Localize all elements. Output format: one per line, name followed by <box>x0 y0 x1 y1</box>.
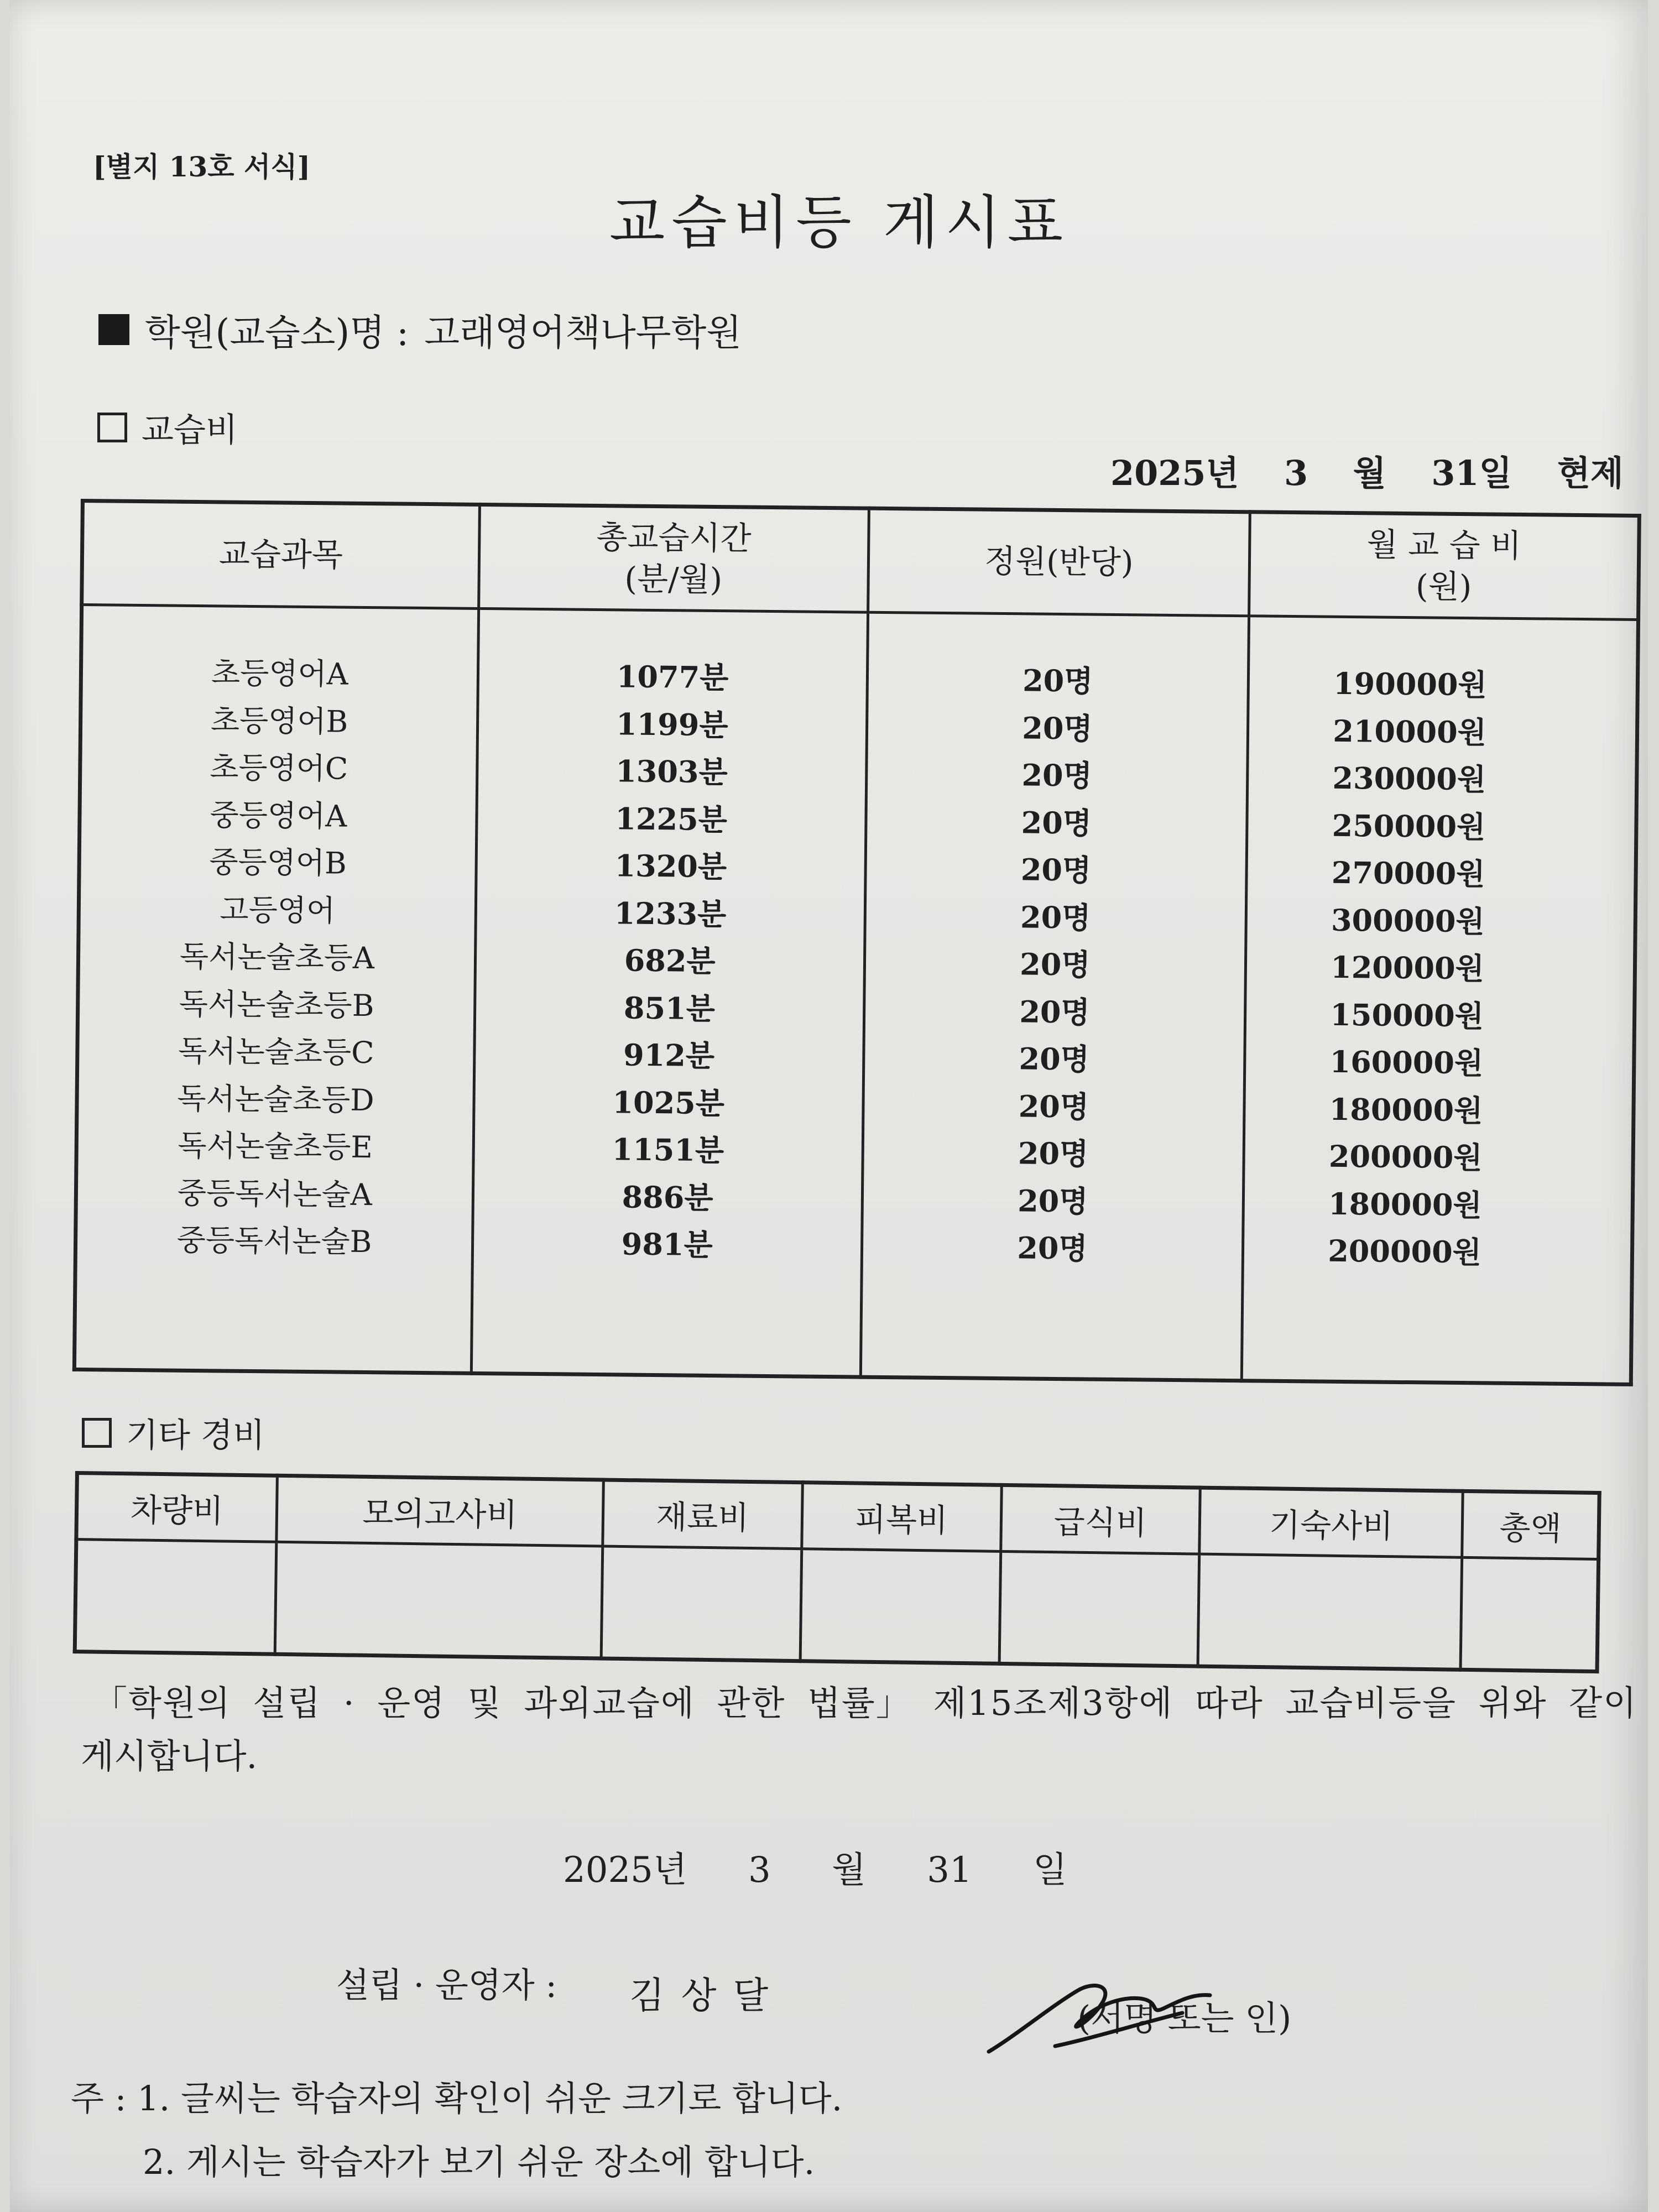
capacity-cell: 20명 <box>1019 946 1091 983</box>
founder-label: 설립 · 운영자 : <box>336 1965 557 2005</box>
header-monthly-fee-line2: (원) <box>1415 567 1472 606</box>
monthly-fee-cell: 200000원 <box>1327 1233 1482 1270</box>
legal-notice-line2: 게시합니다. <box>81 1736 258 1776</box>
header-monthly-fee <box>1249 512 1640 620</box>
monthly-fee-column <box>1242 616 1639 1385</box>
footnote-1: 주 : 1. 글씨는 학습자의 확인이 쉬운 크기로 합니다. <box>71 2078 843 2119</box>
signoff-date: 2025년 3 월 31 일 <box>563 1850 1067 1891</box>
other-fee-header: 급식비 <box>1000 1485 1200 1554</box>
header-total-time-line1: 총교습시간 <box>596 518 752 557</box>
signature-stroke <box>989 1986 1210 2052</box>
subject-cell: 독서논술초등D <box>177 1081 374 1118</box>
capacity-cell: 20명 <box>1017 1182 1088 1219</box>
total-time-cell: 1199분 <box>615 706 728 743</box>
capacity-cell: 20명 <box>1018 1135 1089 1172</box>
capacity-cell: 20명 <box>1018 1088 1089 1125</box>
total-time-cell: 912분 <box>623 1037 715 1074</box>
capacity-cell: 20명 <box>1019 993 1091 1030</box>
footnote-2: 2. 게시는 학습자가 보기 쉬운 장소에 합니다. <box>143 2142 815 2182</box>
header-total-time <box>478 504 869 612</box>
subject-cell: 독서논술초등C <box>178 1033 374 1071</box>
capacity-cell: 20명 <box>1020 899 1091 936</box>
total-time-cell: 1233분 <box>614 895 727 932</box>
form-number: [별지 13호 서식] <box>93 150 311 183</box>
header-subject: 교습과목 <box>82 501 480 609</box>
monthly-fee-cell: 160000원 <box>1329 1044 1484 1081</box>
total-time-cell: 1320분 <box>614 848 727 885</box>
as-of-date: 2025년 3 월 31일 현제 <box>1110 453 1624 493</box>
total-time-cell: 1025분 <box>612 1084 725 1121</box>
total-time-cell: 1077분 <box>616 659 729 696</box>
other-fee-header: 총액 <box>1462 1491 1599 1559</box>
header-monthly-fee-line1: 월 교 습 비 <box>1366 525 1522 565</box>
subject-cell: 중등영어B <box>209 844 347 881</box>
monthly-fee-cell: 200000원 <box>1328 1138 1483 1176</box>
other-fees-table <box>73 1471 1601 1673</box>
other-fee-value-cell <box>1198 1554 1462 1670</box>
other-fee-value-cell <box>275 1542 603 1658</box>
other-fees-value-row <box>75 1540 1598 1672</box>
total-time-cell: 981분 <box>621 1226 713 1263</box>
tuition-table-body <box>74 605 1638 1385</box>
academy-name: 고래영어책나무학원 <box>424 311 742 354</box>
total-time-cell: 1303분 <box>615 753 728 790</box>
empty-checkbox-icon <box>97 413 127 442</box>
tuition-table <box>72 499 1641 1386</box>
academy-name-line <box>98 303 742 356</box>
total-time-cell: 1151분 <box>612 1131 724 1168</box>
header-capacity: 정원(반당) <box>868 508 1250 616</box>
capacity-cell: 20명 <box>1022 662 1093 699</box>
other-fee-header: 기숙사비 <box>1199 1488 1463 1557</box>
other-fee-value-cell <box>601 1546 801 1661</box>
monthly-fee-cell: 120000원 <box>1330 949 1485 987</box>
capacity-cell: 20명 <box>1022 709 1093 747</box>
other-fees-section-label: 기타 경비 <box>126 1416 265 1455</box>
legal-notice-line1: 「학원의 설립 · 운영 및 과외교습에 관한 법률」 제15조제3항에 따라 교습비등을 위와 같이 <box>93 1683 1637 1723</box>
monthly-fee-cell: 250000원 <box>1332 807 1486 844</box>
subject-column <box>74 605 478 1374</box>
tuition-section-heading <box>97 404 238 451</box>
monthly-fee-cell: 230000원 <box>1332 760 1486 797</box>
capacity-column <box>860 612 1249 1381</box>
empty-checkbox-icon <box>82 1418 112 1448</box>
handwritten-signature <box>983 1969 1293 2063</box>
total-time-cell: 886분 <box>622 1178 713 1215</box>
monthly-fee-cell: 300000원 <box>1331 902 1485 939</box>
monthly-fee-cell: 150000원 <box>1330 997 1484 1034</box>
capacity-cell: 20명 <box>1017 1230 1088 1266</box>
capacity-cell: 20명 <box>1021 804 1092 841</box>
tuition-table-header <box>82 501 1640 620</box>
document-title: 교습비등 게시표 <box>609 189 1070 256</box>
academy-label: 학원(교습소)명 : <box>145 311 409 354</box>
subject-cell: 독서논술초등A <box>179 938 375 976</box>
header-total-time-line2: (분/월) <box>624 560 723 599</box>
capacity-cell: 20명 <box>1021 757 1093 794</box>
signature-note: (서명 또는 인) <box>1077 1998 1292 2038</box>
subject-cell: 초등영어B <box>210 702 348 739</box>
subject-cell: 초등영어A <box>211 655 349 692</box>
total-time-cell: 851분 <box>623 989 716 1026</box>
other-fee-header: 차량비 <box>76 1473 277 1542</box>
other-fee-header: 재료비 <box>603 1480 802 1549</box>
tuition-section-label: 교습비 <box>142 411 238 450</box>
capacity-cell: 20명 <box>1020 852 1092 888</box>
subject-cell: 중등독서논술A <box>177 1175 373 1212</box>
total-time-cell: 1225분 <box>615 800 728 837</box>
other-fee-header: 모의고사비 <box>276 1475 604 1546</box>
total-time-cell: 682분 <box>624 942 716 979</box>
monthly-fee-cell: 210000원 <box>1333 713 1487 750</box>
monthly-fee-cell: 190000원 <box>1333 665 1488 703</box>
other-fee-value-cell <box>1460 1557 1598 1671</box>
subject-cell: 중등독서논술B <box>176 1222 372 1260</box>
other-fee-value-cell <box>75 1540 276 1655</box>
capacity-cell: 20명 <box>1019 1041 1090 1077</box>
other-fee-value-cell <box>800 1549 1000 1664</box>
subject-cell: 고등영어 <box>220 891 336 928</box>
filled-square-icon <box>98 314 129 345</box>
subject-cell: 초등영어C <box>209 750 348 786</box>
subject-cell: 중등영어A <box>210 797 347 834</box>
monthly-fee-cell: 270000원 <box>1331 854 1485 892</box>
subject-cell: 독서논술초등B <box>179 986 374 1023</box>
total-time-column <box>471 608 868 1377</box>
monthly-fee-cell: 180000원 <box>1329 1091 1483 1128</box>
other-fees-section-heading <box>82 1409 265 1457</box>
other-fee-value-cell <box>999 1551 1199 1666</box>
document-page <box>10 0 1648 2212</box>
founder-name: 김상달 <box>629 1974 785 2017</box>
subject-cell: 독서논술초등E <box>178 1128 373 1165</box>
monthly-fee-cell: 180000원 <box>1328 1186 1483 1223</box>
other-fee-header: 피복비 <box>801 1483 1001 1552</box>
